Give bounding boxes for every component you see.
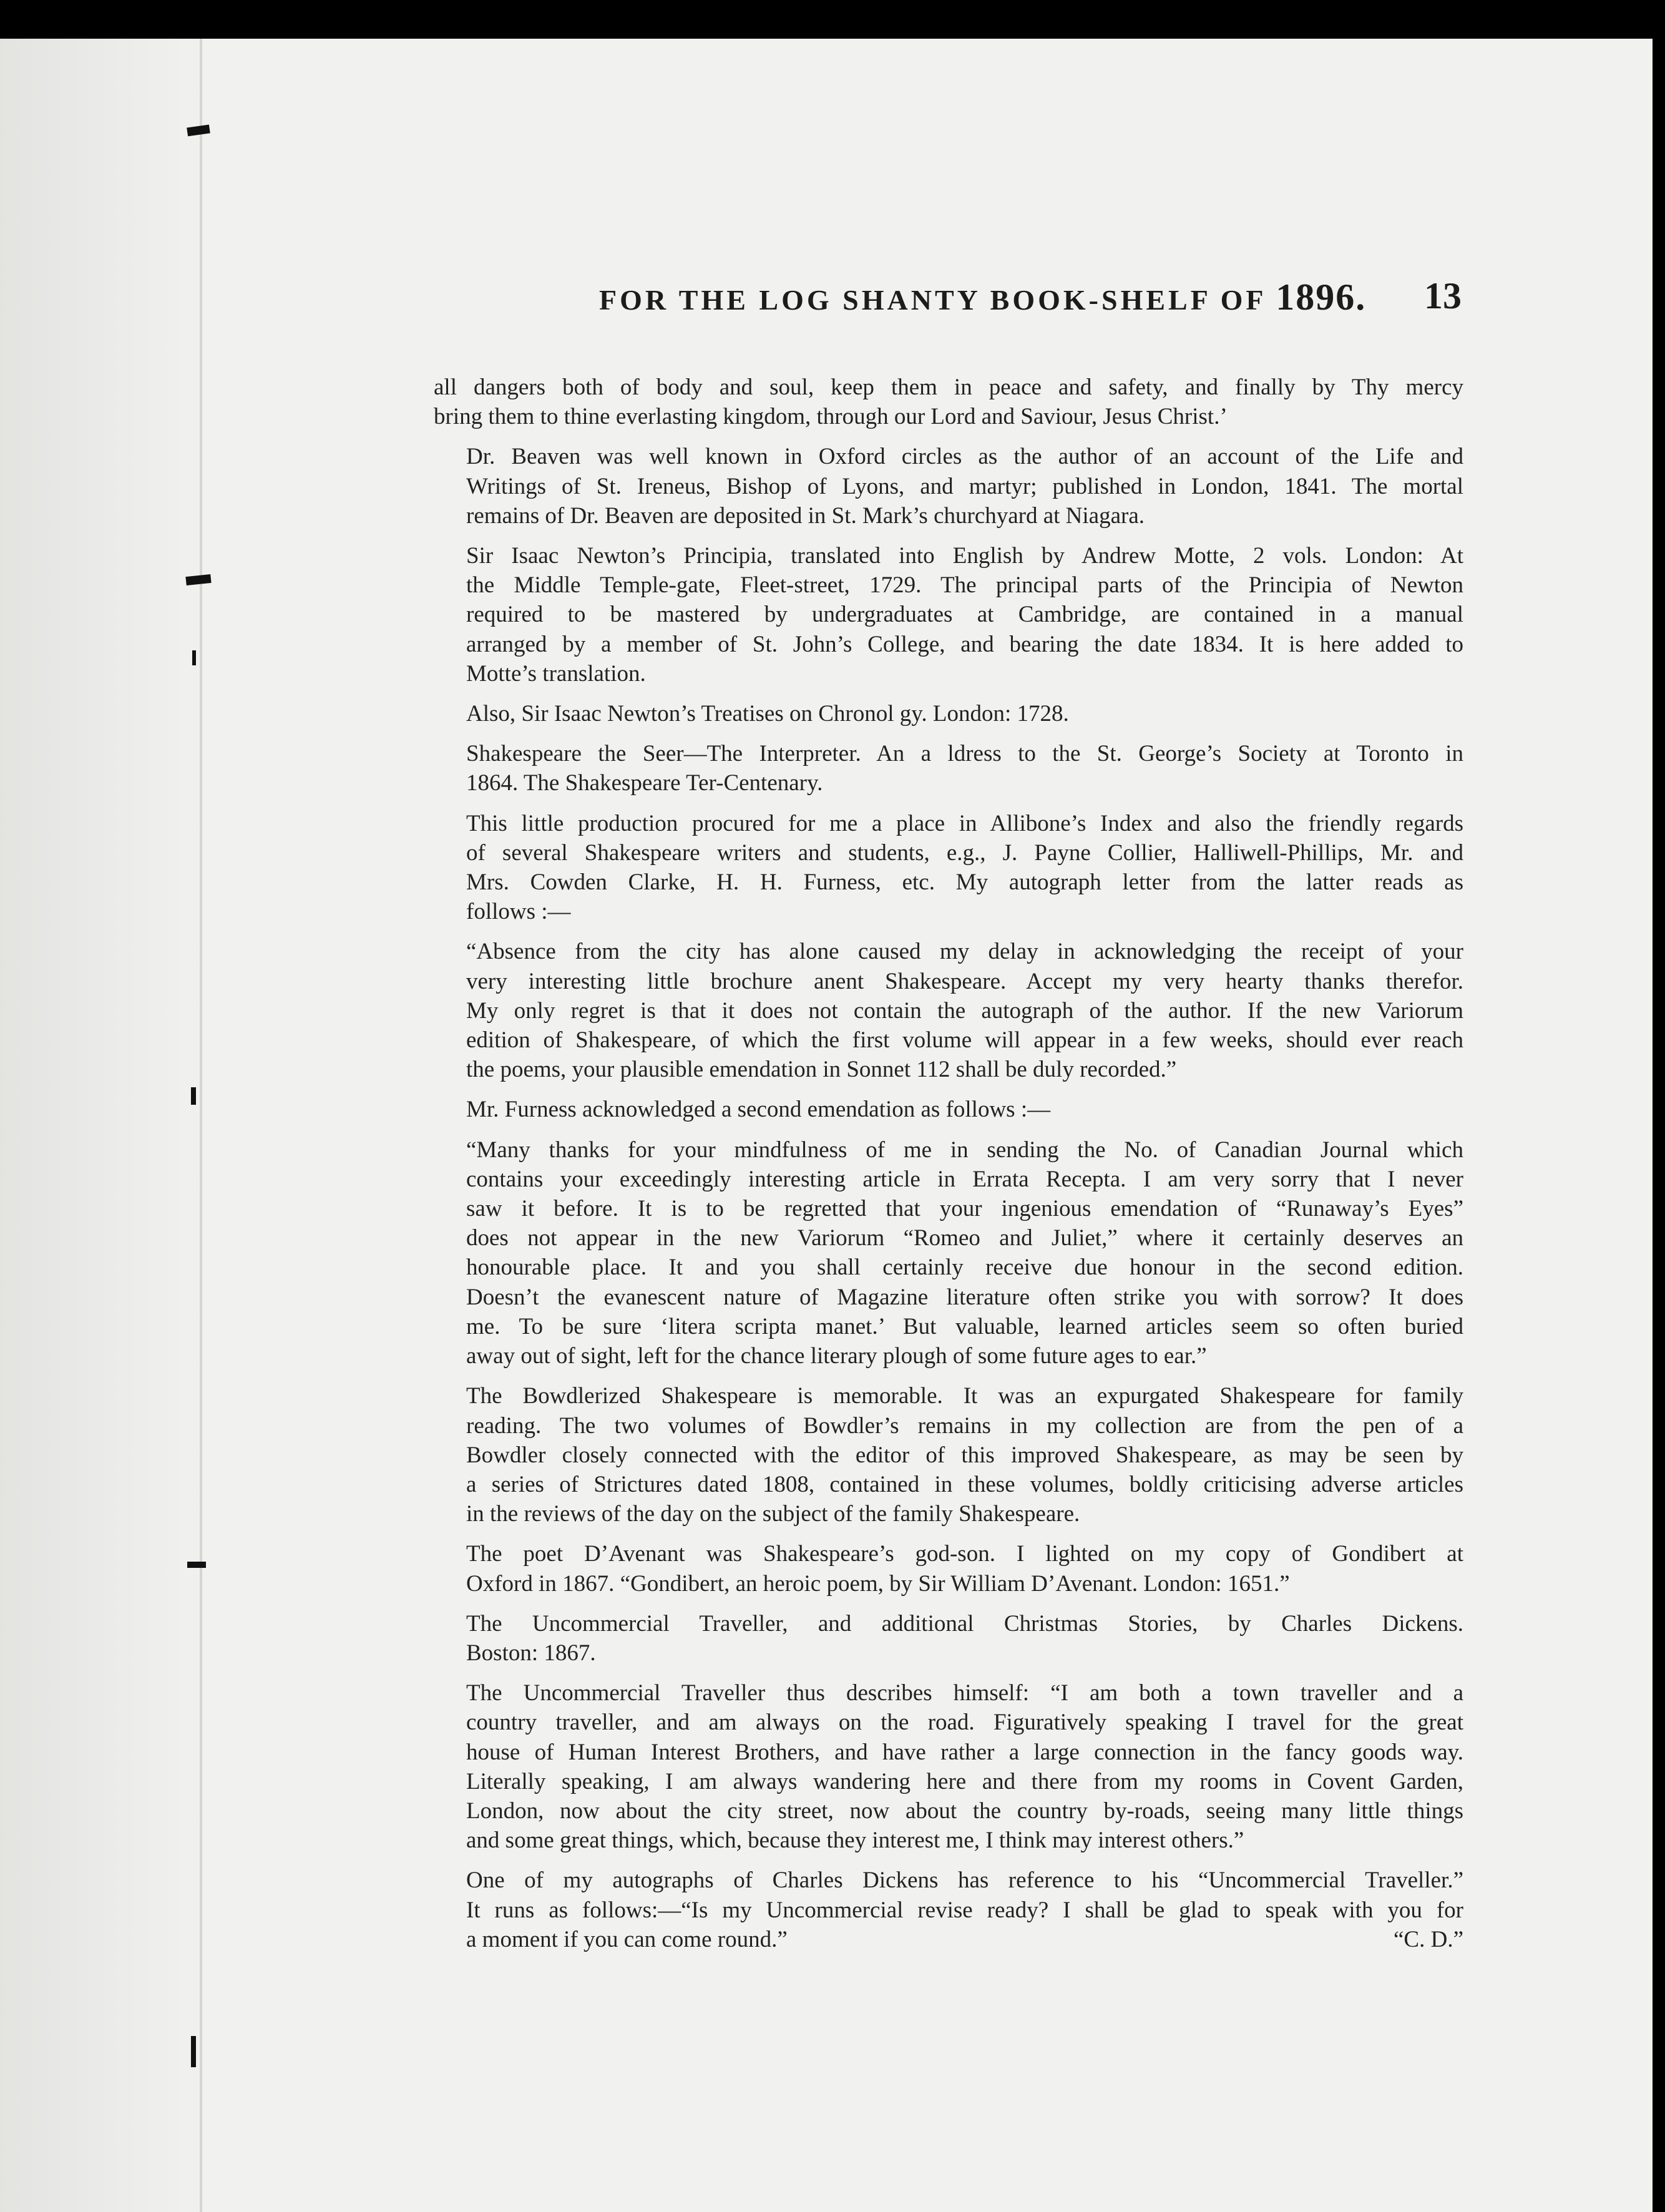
text-line: The poet D’Avenant was Shakespeare’s god-son. I lighted on my copy of Gondibert at (466, 1541, 1463, 1567)
running-header (599, 276, 1472, 326)
margin-mark (191, 2036, 196, 2067)
paragraph (434, 937, 1463, 1084)
text-line: edition of Shakespeare, of which the first volume will appear in a few weeks, should ever reach (466, 1027, 1463, 1054)
paragraph (434, 1609, 1463, 1668)
text-line: and some great things, which, because they interest me, I think may interest others.” (466, 1828, 1244, 1854)
paragraph (434, 1678, 1463, 1855)
text-line: does not appear in the new Variorum “Romeo and Juliet,” where it certainly deserves an (466, 1225, 1463, 1251)
margin-mark (185, 574, 211, 585)
header-year: 1896. (1276, 276, 1367, 318)
text-line: “Many thanks for your mindfulness of me in sending the No. of Canadian Journal which (466, 1137, 1463, 1163)
text-line: Oxford in 1867. “Gondibert, an heroic poem, by Sir William D’Avenant. London: 1651.” (466, 1570, 1290, 1597)
text-line: saw it before. It is to be regretted that your ingenious emendation of “Runaway’s Eyes” (466, 1196, 1463, 1222)
margin-mark (192, 650, 196, 665)
text-line: country traveller, and am always on the road. Figuratively speaking I travel for the great (466, 1710, 1463, 1736)
margin-mark (187, 1562, 206, 1568)
text-line: One of my autographs of Charles Dickens has reference to his “Uncommercial Traveller.” (466, 1867, 1463, 1894)
text-line: Mr. Furness acknowledged a second emendation as follows :— (466, 1097, 1051, 1123)
text-line: the poems, your plausible emendation in Sonnet 112 shall be duly recorded.” (466, 1057, 1177, 1083)
text-line: Shakespeare the Seer—The Interpreter. An a ldress to the St. George’s Society at Toronto in (466, 741, 1463, 767)
text-line: all dangers both of body and soul, keep them in peace and safety, and finally by Thy mercy (434, 374, 1463, 400)
text-line: bring them to thine everlasting kingdom, through our Lord and Saviour, Jesus Christ.’ (434, 404, 1228, 430)
paragraph (434, 442, 1463, 531)
text-line: Sir Isaac Newton’s Principia, translated into English by Andrew Motte, 2 vols. London: At (466, 543, 1463, 569)
paragraph (434, 541, 1463, 688)
text-line: Boston: 1867. (466, 1640, 596, 1666)
paragraph (434, 699, 1463, 728)
text-line: Writings of St. Ireneus, Bishop of Lyons, and martyr; published in London, 1841. The mortal (466, 473, 1463, 499)
text-line: 1864. The Shakespeare Ter-Centenary. (466, 770, 823, 796)
text-line: Dr. Beaven was well known in Oxford circles as the author of an account of the Life and (466, 444, 1463, 470)
paragraph (434, 1135, 1463, 1371)
paragraph (434, 809, 1463, 927)
text-line: remains of Dr. Beaven are deposited in St. Mark’s churchyard at Niagara. (466, 502, 1145, 529)
text-line: London, now about the city street, now about the country by-roads, seeing many little things (466, 1798, 1463, 1824)
scanned-page (0, 39, 1653, 2212)
text-line: a moment if you can come round.” “C. D.” (434, 1925, 1463, 1954)
text-line: Doesn’t the evanescent nature of Magazine literature often strike you with sorrow? It does (466, 1284, 1463, 1310)
paragraph (434, 1866, 1463, 1954)
text-line: follows :— (466, 899, 571, 925)
text-line: contains your exceedingly interesting article in Errata Recepta. I am very sorry that I never (466, 1166, 1463, 1192)
paragraph (434, 1539, 1463, 1598)
text-line: reading. The two volumes of Bowdler’s remains in my collection are from the pen of a (466, 1412, 1463, 1439)
text-line: The Bowdlerized Shakespeare is memorable. It was an expurgated Shakespeare for family (466, 1383, 1463, 1409)
signature: “C. D.” (1394, 1926, 1463, 1952)
text-line: The Uncommercial Traveller, and additional Christmas Stories, by Charles Dickens. (466, 1610, 1463, 1637)
margin-mark (191, 1087, 196, 1105)
body-text (434, 373, 1463, 1954)
text-line: Bowdler closely connected with the editor of this improved Shakespeare, as may be seen by (466, 1442, 1463, 1468)
text-line: very interesting little brochure anent Shakespeare. Accept my very hearty thanks therefor. (466, 968, 1463, 994)
text-line: Motte’s translation. (466, 660, 646, 687)
text-line: The Uncommercial Traveller thus describes himself: “I am both a town traveller and a (466, 1680, 1463, 1706)
paragraph (434, 1381, 1463, 1529)
text-line: Literally speaking, I am always wandering here and there from my rooms in Covent Garden, (466, 1768, 1463, 1794)
binding-gutter (0, 39, 206, 2212)
text-line: It runs as follows:—“Is my Uncommercial revise ready? I shall be glad to speak with you for (466, 1897, 1463, 1923)
text-line: My only regret is that it does not contain the autograph of the author. If the new Variorum (466, 997, 1463, 1024)
paragraph (434, 739, 1463, 798)
text-line: of several Shakespeare writers and students, e.g., J. Payne Collier, Halliwell-Phillips, Mr. and (466, 839, 1463, 866)
text-line: away out of sight, left for the chance literary plough of some future ages to ear.” (466, 1343, 1207, 1369)
text-line: honourable place. It and you shall certainly receive due honour in the second edition. (466, 1255, 1463, 1281)
text-line: This little production procured for me a place in Allibone’s Index and also the friendly regards (466, 810, 1463, 836)
text-line: Mrs. Cowden Clarke, H. H. Furness, etc. My autograph letter from the latter reads as (466, 869, 1463, 896)
text-line: arranged by a member of St. John’s College, and bearing the date 1834. It is here added to (466, 631, 1463, 657)
text-line: in the reviews of the day on the subject of the family Shakespeare. (466, 1501, 1080, 1527)
running-title: FOR THE LOG SHANTY BOOK-SHELF OF (599, 284, 1266, 316)
text-line: the Middle Temple-gate, Fleet-street, 1729. The principal parts of the Principia of Newton (466, 572, 1463, 599)
page-number: 13 (1424, 275, 1462, 316)
text-line: a series of Strictures dated 1808, contained in these volumes, boldly criticising adverse articles (466, 1471, 1463, 1497)
text-line: Also, Sir Isaac Newton’s Treatises on Chronol gy. London: 1728. (466, 701, 1069, 727)
gutter-edge-line (200, 39, 202, 2212)
paragraph (434, 1095, 1463, 1124)
text-line: required to be mastered by undergraduates at Cambridge, are contained in a manual (466, 602, 1463, 628)
text-line: house of Human Interest Brothers, and have rather a large connection in the fancy goods way. (466, 1739, 1463, 1765)
text-line: “Absence from the city has alone caused my delay in acknowledging the receipt of your (466, 939, 1463, 965)
text-line: me. To be sure ‘litera scripta manet.’ But valuable, learned articles seem so often buried (466, 1313, 1463, 1339)
paragraph (434, 373, 1463, 431)
